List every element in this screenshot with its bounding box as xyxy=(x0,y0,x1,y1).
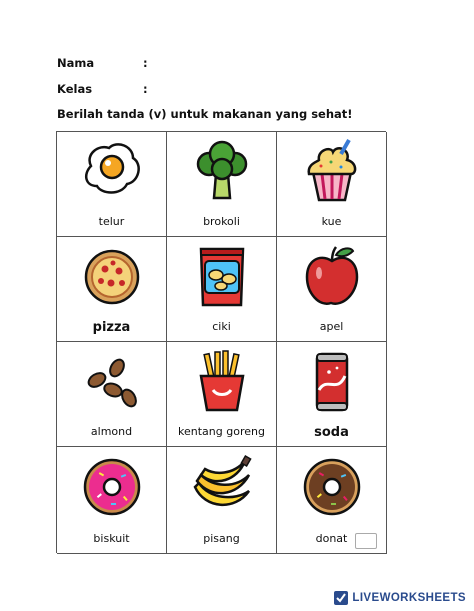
food-cell-ciki[interactable] xyxy=(167,237,277,342)
food-label: brokoli xyxy=(203,215,240,228)
food-cell-biskuit[interactable] xyxy=(57,447,167,554)
food-cell-donat[interactable] xyxy=(277,447,387,554)
food-label: pisang xyxy=(203,532,240,545)
pink-donut-icon xyxy=(77,451,147,521)
class-colon: : xyxy=(143,82,148,96)
donut-icon xyxy=(297,451,367,521)
food-cell-almond[interactable] xyxy=(57,342,167,447)
broccoli-icon xyxy=(187,136,257,206)
instruction-text: Berilah tanda (v) untuk makanan yang sehat! xyxy=(57,107,353,121)
liveworksheets-logo-icon xyxy=(334,591,348,605)
class-field xyxy=(57,82,148,96)
footer-brand xyxy=(334,591,466,605)
name-field xyxy=(57,56,148,70)
class-label: Kelas xyxy=(57,82,93,96)
food-cell-kentang-goreng[interactable] xyxy=(167,342,277,447)
food-label: donat xyxy=(315,532,348,545)
food-cell-telur[interactable] xyxy=(57,132,167,237)
almond-icon xyxy=(77,346,147,416)
food-label: kentang goreng xyxy=(178,425,265,438)
food-label: pizza xyxy=(92,320,131,335)
chips-bag-icon xyxy=(187,241,257,311)
name-label: Nama xyxy=(57,56,95,70)
cupcake-icon xyxy=(297,136,367,206)
apple-icon xyxy=(297,241,367,311)
food-label: ciki xyxy=(212,320,231,333)
banana-icon xyxy=(187,451,257,521)
food-cell-pizza[interactable] xyxy=(57,237,167,342)
food-grid xyxy=(56,131,386,553)
food-label: apel xyxy=(319,320,344,333)
food-cell-kue[interactable] xyxy=(277,132,387,237)
name-colon: : xyxy=(143,56,148,70)
french-fries-icon xyxy=(187,346,257,416)
food-cell-soda[interactable] xyxy=(277,342,387,447)
soda-can-icon xyxy=(297,346,367,416)
food-label: kue xyxy=(321,215,342,228)
food-label: telur xyxy=(98,215,125,228)
pizza-icon xyxy=(77,241,147,311)
food-cell-pisang[interactable] xyxy=(167,447,277,554)
food-label: biskuit xyxy=(93,532,130,545)
food-cell-brokoli[interactable] xyxy=(167,132,277,237)
food-label: soda xyxy=(314,425,349,440)
answer-box[interactable] xyxy=(355,533,377,549)
food-cell-apel[interactable] xyxy=(277,237,387,342)
fried-egg-icon xyxy=(77,136,147,206)
food-label: almond xyxy=(90,425,133,438)
footer-brand-text: LIVEWORKSHEETS xyxy=(352,592,466,604)
